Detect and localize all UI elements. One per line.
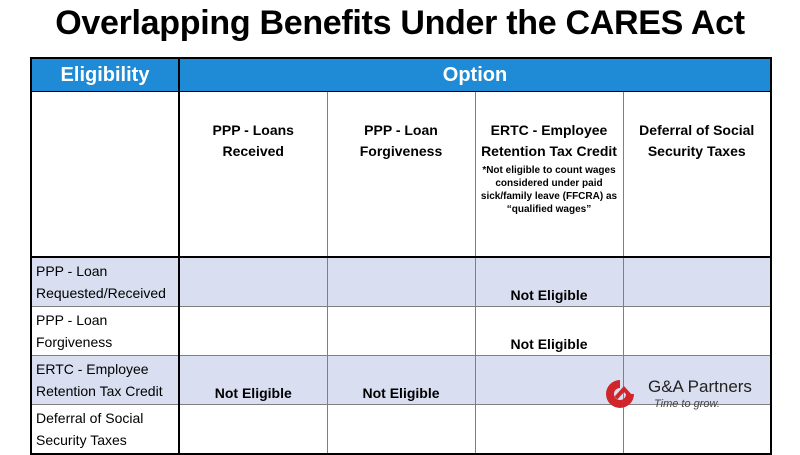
row-label-line: PPP - Loan [36,312,108,328]
table-cell [327,257,475,307]
logo-tagline: Time to grow. [654,398,720,410]
option-line: Received [222,143,284,159]
option-line: Deferral of Social [639,122,755,138]
footnote-line: “qualified wages” [506,204,592,215]
table-cell [475,356,623,405]
option-header: Option [179,58,771,92]
header-row [31,58,771,92]
option-line: PPP - Loans [212,122,294,138]
table-cell [179,405,327,455]
row-label-line: Requested/Received [36,285,166,301]
company-logo [602,374,772,418]
table-cell: Not Eligible [475,257,623,307]
option-ppp-loans [179,92,327,258]
table-row [31,257,771,307]
eligibility-header: Eligibility [31,58,179,92]
table-cell [327,307,475,356]
table-cell [475,405,623,455]
logo-name: G&A Partners [648,377,752,396]
row-label [31,405,179,455]
page-title: Overlapping Benefits Under the CARES Act [55,4,745,42]
option-line: PPP - Loan [364,122,438,138]
option-names-row [31,92,771,258]
row-label-line: Forgiveness [36,334,113,350]
option-line: Forgiveness [359,143,443,159]
row-label-line: ERTC - Employee [36,361,149,377]
row-label [31,257,179,307]
table-cell: Not Eligible [475,307,623,356]
table-cell [623,307,771,356]
table-row [31,307,771,356]
option-deferral [623,92,771,258]
table-cell [623,257,771,307]
footnote-line: considered under paid [495,178,603,189]
row-label [31,356,179,405]
table-cell: Not Eligible [327,356,475,405]
option-ertc [475,92,623,258]
table-cell [179,257,327,307]
table-cell: Not Eligible [179,356,327,405]
row-label-line: Retention Tax Credit [36,383,163,399]
option-ppp-forgiveness [327,92,475,258]
table-cell [179,307,327,356]
logo-mark-icon [602,376,638,412]
blank-corner-cell [31,92,179,258]
footnote-line: sick/family leave (FFCRA) as [480,191,618,202]
table-cell [327,405,475,455]
option-line: Retention Tax Credit [481,143,617,159]
row-label-line: Deferral of Social [36,410,144,426]
row-label [31,307,179,356]
row-label-line: Security Taxes [36,432,127,448]
row-label-line: PPP - Loan [36,263,108,279]
option-line: ERTC - Employee [490,122,608,138]
footnote-line: *Not eligible to count wages [482,165,616,176]
ertc-footnote [480,164,619,216]
option-line: Security Taxes [647,143,746,159]
